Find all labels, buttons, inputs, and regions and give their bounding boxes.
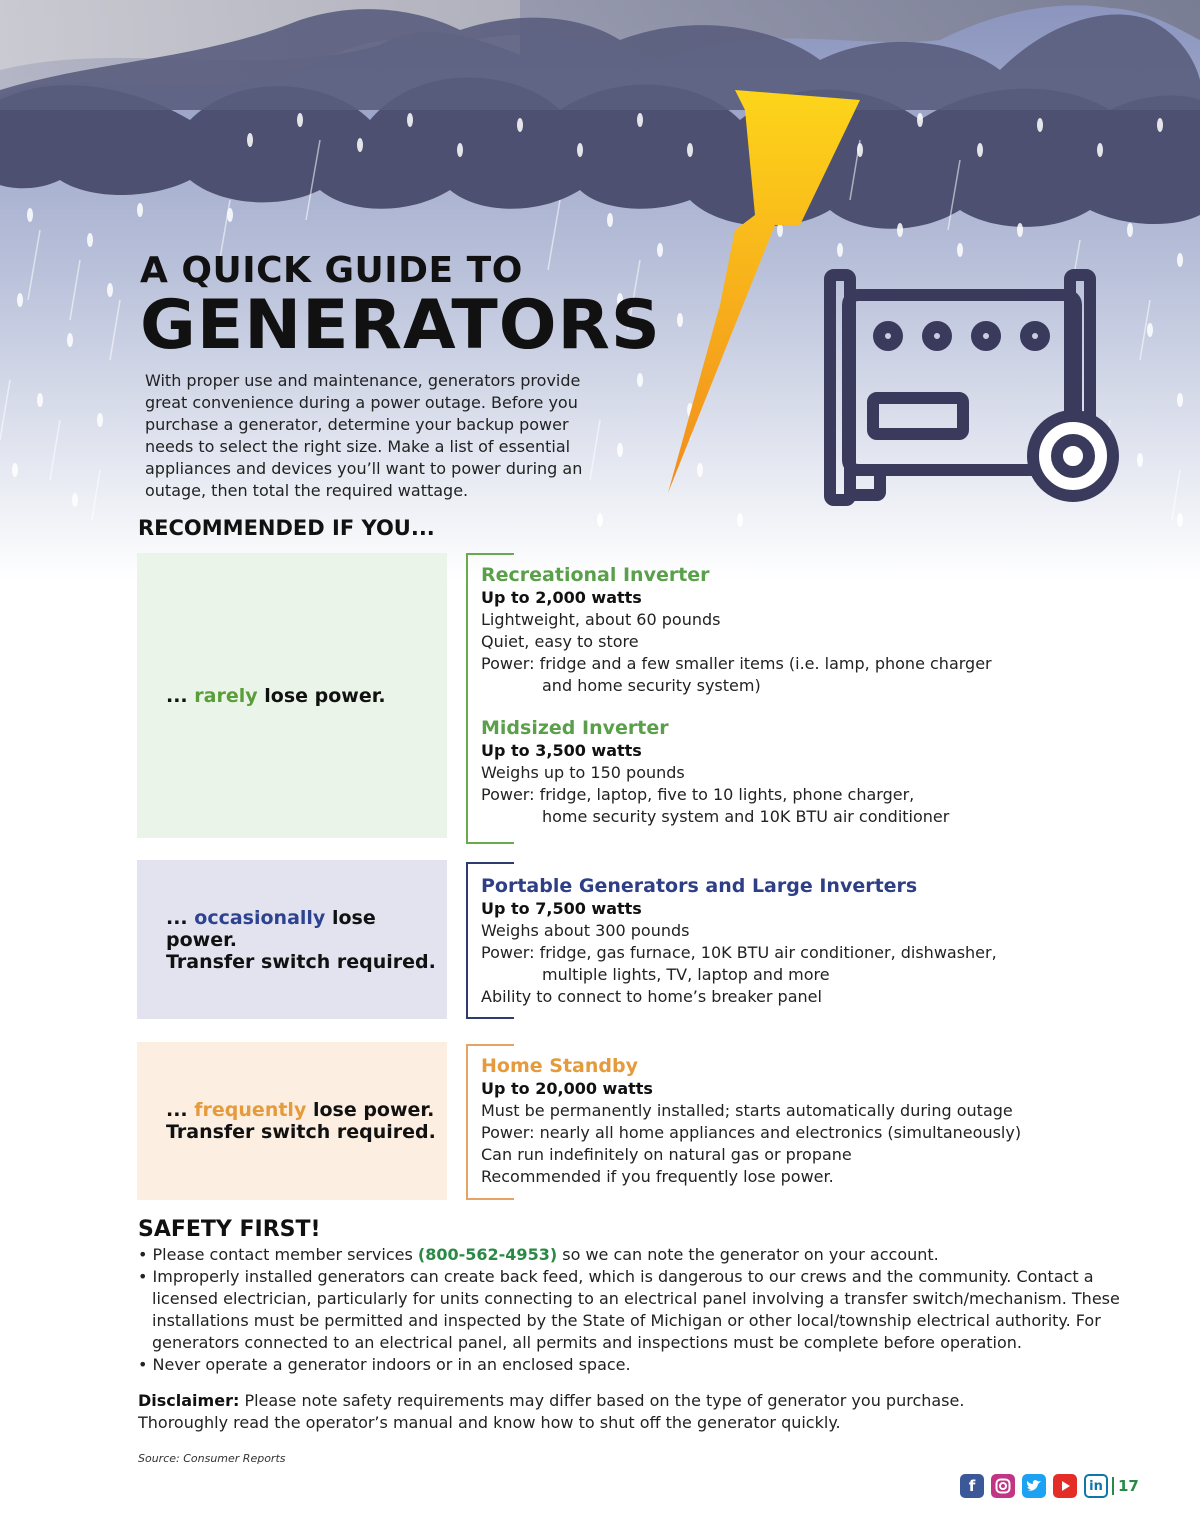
safety-item: • Never operate a generator indoors or in an enclosed space. xyxy=(138,1355,631,1374)
spec-line: multiple lights, TV, laptop and more xyxy=(542,965,830,984)
spec-line: Weighs up to 150 pounds xyxy=(481,763,685,782)
recommendation-suffix: lose power. xyxy=(257,684,386,707)
recommendation-text xyxy=(166,685,386,707)
spec-line: Power: fridge, gas furnace, 10K BTU air conditioner, dishwasher, xyxy=(481,943,997,962)
recommendation-prefix: ... xyxy=(166,1099,195,1121)
instagram-icon[interactable] xyxy=(991,1474,1015,1498)
linkedin-icon[interactable]: in xyxy=(1084,1474,1108,1498)
spec-line: Power: nearly all home appliances and electronics (simultaneously) xyxy=(481,1123,1022,1142)
source-note: Source: Consumer Reports xyxy=(138,1452,286,1465)
page-title-small: A QUICK GUIDE TO xyxy=(140,250,523,291)
spec-midsized-inverter xyxy=(481,716,1121,828)
spec-title: Home Standby xyxy=(481,1055,638,1077)
recommendation-box-frequently xyxy=(137,1042,447,1200)
twitter-icon[interactable] xyxy=(1022,1474,1046,1498)
spec-line: Ability to connect to home’s breaker panel xyxy=(481,987,822,1006)
safety-item: • Improperly installed generators can create back feed, which is dangerous to our crews and the community. Contact a licensed electrician, particularly for units connecting to an electrical panel involving a transfer switch/mechanism. These installations must be permitted and inspected by the State of Michigan or other local/township electrical authority. For generators connected to an electrical panel, all permits and inspections must be complete before operation. xyxy=(138,1267,1120,1352)
recommendation-prefix: ... xyxy=(166,906,195,929)
recommended-heading: RECOMMENDED IF YOU... xyxy=(138,516,435,540)
transfer-switch-note: Transfer switch required. xyxy=(166,1121,436,1143)
recommendation-text xyxy=(166,907,447,973)
recommendation-prefix: ... xyxy=(166,684,195,707)
spec-line: Lightweight, about 60 pounds xyxy=(481,610,721,629)
disclaimer xyxy=(138,1390,1138,1434)
spec-line: Must be permanently installed; starts automatically during outage xyxy=(481,1101,1013,1120)
spec-recreational-inverter xyxy=(481,563,1121,697)
spec-line: Quiet, easy to store xyxy=(481,632,639,651)
facebook-icon[interactable]: f xyxy=(960,1474,984,1498)
recommendation-keyword: frequently xyxy=(194,1099,307,1121)
spec-line: Power: fridge and a few smaller items (i.e. lamp, phone charger xyxy=(481,654,992,673)
spec-line: Recommended if you frequently lose power. xyxy=(481,1167,834,1186)
recommendation-suffix: lose power. xyxy=(166,906,376,951)
spec-title: Portable Generators and Large Inverters xyxy=(481,875,918,897)
spec-line: Power: fridge, laptop, five to 10 lights, phone charger, xyxy=(481,785,915,804)
spec-watts: Up to 20,000 watts xyxy=(481,1079,653,1098)
transfer-switch-note: Transfer switch required. xyxy=(166,950,436,973)
spec-line: and home security system) xyxy=(542,676,761,695)
page-number: 17 xyxy=(1112,1477,1139,1495)
spec-line: Can run indefinitely on natural gas or propane xyxy=(481,1145,852,1164)
social-links xyxy=(960,1474,1108,1498)
safety-item xyxy=(138,1244,1138,1266)
safety-heading: SAFETY FIRST! xyxy=(138,1217,321,1242)
spec-line: home security system and 10K BTU air conditioner xyxy=(542,807,950,826)
spec-line: Weighs about 300 pounds xyxy=(481,921,690,940)
safety-text: • Please contact member services xyxy=(138,1245,418,1264)
disclaimer-text-line2: Thoroughly read the operator’s manual and know how to shut off the generator quickly. xyxy=(138,1413,841,1432)
safety-list xyxy=(138,1244,1138,1376)
page-title: GENERATORS xyxy=(140,286,661,365)
recommendation-suffix: lose power. xyxy=(306,1099,435,1121)
recommendation-keyword: occasionally xyxy=(194,906,326,929)
spec-portable-generators xyxy=(481,874,1121,1008)
member-services-phone: (800-562-4953) xyxy=(417,1245,558,1264)
recommendation-text xyxy=(166,1099,436,1143)
recommendation-box-occasionally xyxy=(137,860,447,1019)
recommendation-box-rarely xyxy=(137,553,447,838)
spec-title: Midsized Inverter xyxy=(481,717,669,739)
disclaimer-label: Disclaimer: xyxy=(138,1391,240,1410)
recommendation-keyword: rarely xyxy=(194,684,258,707)
spec-watts: Up to 3,500 watts xyxy=(481,741,642,760)
safety-text: so we can note the generator on your account. xyxy=(557,1245,939,1264)
spec-home-standby xyxy=(481,1054,1121,1188)
spec-watts: Up to 2,000 watts xyxy=(481,588,642,607)
intro-paragraph: With proper use and maintenance, generators provide great convenience during a power outage. Before you purchase a generator, determine your backup power needs to select the right size. Make a list of essential appliances and devices you’ll want to power during an outage, then total the required wattage. xyxy=(145,371,583,500)
spec-watts: Up to 7,500 watts xyxy=(481,899,642,918)
disclaimer-text: Please note safety requirements may differ based on the type of generator you purchase. xyxy=(239,1391,965,1410)
spec-title: Recreational Inverter xyxy=(481,564,710,586)
youtube-icon[interactable] xyxy=(1053,1474,1077,1498)
